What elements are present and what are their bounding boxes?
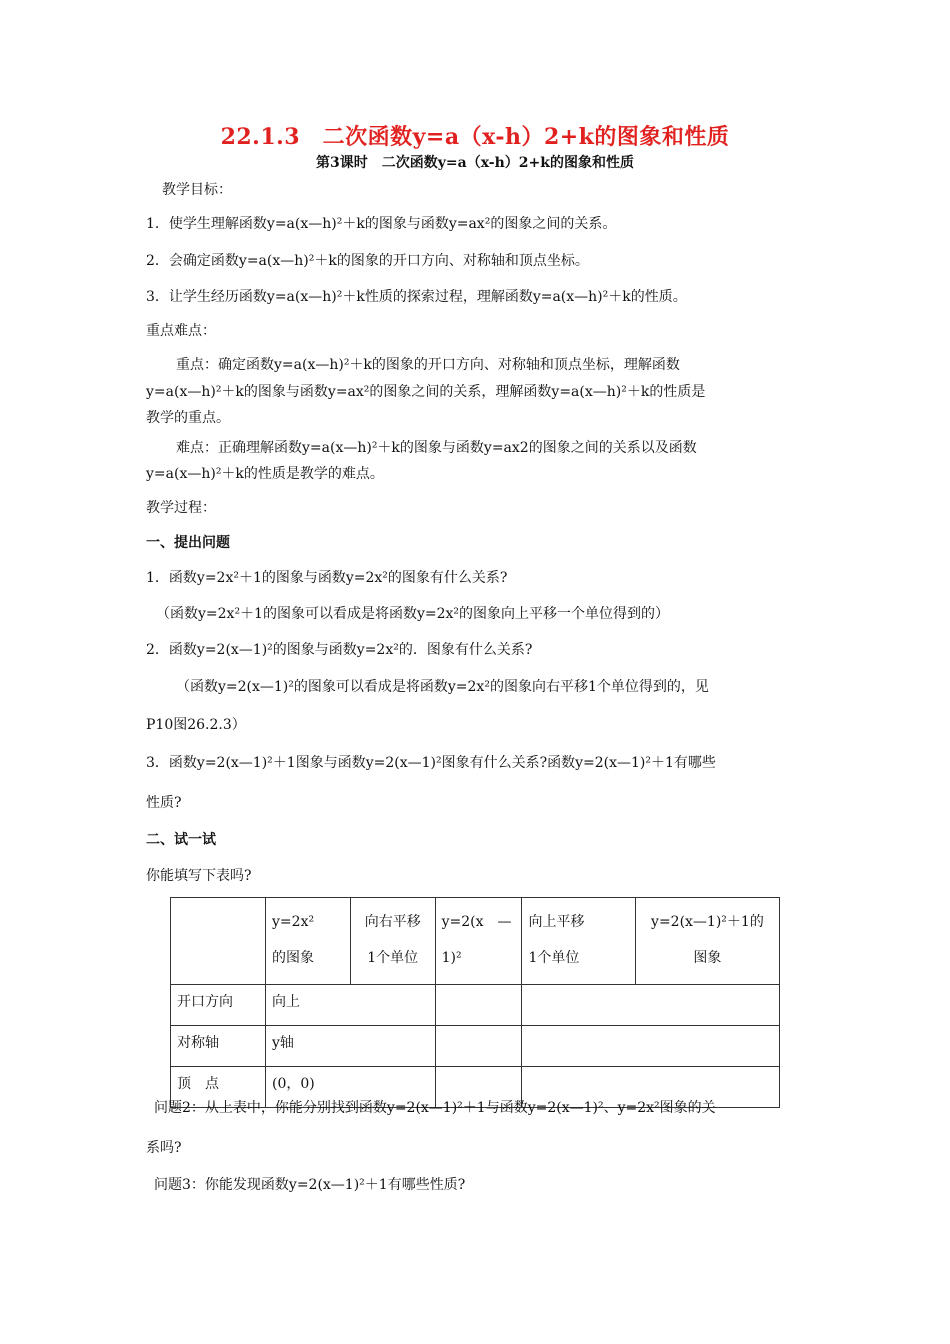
row-label: 对称轴 [171,1026,266,1067]
problem-2-line-2: 系吗? [146,1140,182,1156]
table-row [171,1026,780,1067]
table-header-cell [266,898,351,985]
question-3-line-2: 性质? [146,795,182,811]
table-row [171,985,780,1026]
table-header-cell [350,898,435,985]
key-point-line-3: 教学的重点。 [146,410,230,426]
question-2: 2．函数y=2(x—1)²的图象与函数y=2x²的．图象有什么关系? [146,642,533,658]
header-text: y=2(x—1)²＋1的 图象 [651,914,764,966]
goal-1: 1．使学生理解函数y=a(x—h)²＋k的图象与函数y=ax²的图象之间的关系。 [146,216,617,232]
question-3-line-1: 3．函数y=2(x—1)²＋1图象与函数y=2(x—1)²图象有什么关系?函数y=2(x—1)²＋1有哪些 [146,755,716,771]
header-text: y=2(x — 1)² [441,914,512,966]
table-cell-blank[interactable] [435,985,522,1026]
table-cell: (0，0) [266,1067,436,1108]
key-point-line-1: 重点：确定函数y=a(x—h)²＋k的图象的开口方向、对称轴和顶点坐标，理解函数 [176,357,680,373]
table-header-cell [522,898,635,985]
row-label: 开口方向 [171,985,266,1026]
difficulty-line-2: y=a(x—h)²＋k的性质是教学的难点。 [146,466,384,482]
table-header-row [171,898,780,985]
problem-3: 问题3：你能发现函数y=2(x—1)²＋1有哪些性质? [154,1177,466,1193]
table-cell: 向上 [266,985,436,1026]
lesson-subtitle: 第3课时 二次函数y=a（x-h）2+k的图象和性质 [316,155,634,171]
document-title: 22.1.3 二次函数y=a（x-h）2+k的图象和性质 [220,124,730,150]
section-2-heading: 二、试一试 [146,832,216,848]
table-cell: y轴 [266,1026,436,1067]
section-1-heading: 一、提出问题 [146,535,230,551]
row-label: 顶 点 [171,1067,266,1108]
question-1: 1．函数y=2x²＋1的图象与函数y=2x²的图象有什么关系? [146,570,508,586]
goals-heading: 教学目标： [162,182,232,198]
table-cell-blank[interactable] [522,985,780,1026]
table-cell-blank[interactable] [522,1026,780,1067]
problem-2-line-1: 问题2：从上表中，你能分别找到函数y=2(x—1)²＋1与函数y=2(x—1)²、y=2x²图象的关 [154,1100,716,1116]
header-text: 向右平移 1个单位 [364,914,421,966]
table-header-empty [171,898,266,985]
table-cell-blank[interactable] [435,1026,522,1067]
table-header-cell [435,898,522,985]
try-prompt: 你能填写下表吗? [146,868,252,884]
header-text: y=2x² 的图象 [272,914,315,966]
goal-3: 3．让学生经历函数y=a(x—h)²＋k性质的探索过程，理解函数y=a(x—h)²＋k的性质。 [146,289,687,305]
difficulty-line-1: 难点：正确理解函数y=a(x—h)²＋k的图象与函数y=ax2的图象之间的关系以及函数 [176,440,697,456]
question-1-answer: （函数y=2x²＋1的图象可以看成是将函数y=2x²的图象向上平移一个单位得到的） [156,606,670,622]
fill-in-table [170,897,780,1108]
process-heading: 教学过程： [146,500,216,516]
goal-2: 2．会确定函数y=a(x—h)²＋k的图象的开口方向、对称轴和顶点坐标。 [146,253,589,269]
key-heading: 重点难点： [146,323,216,339]
header-text: 向上平移 1个单位 [528,914,585,966]
question-2-answer-line-2: P10图26.2.3） [146,717,246,733]
question-2-answer-line-1: （函数y=2(x—1)²的图象可以看成是将函数y=2x²的图象向右平移1个单位得到的，见 [176,679,709,695]
table-header-cell [635,898,779,985]
key-point-line-2: y=a(x—h)²＋k的图象与函数y=ax²的图象之间的关系，理解函数y=a(x—h)²＋k的性质是 [146,384,706,400]
